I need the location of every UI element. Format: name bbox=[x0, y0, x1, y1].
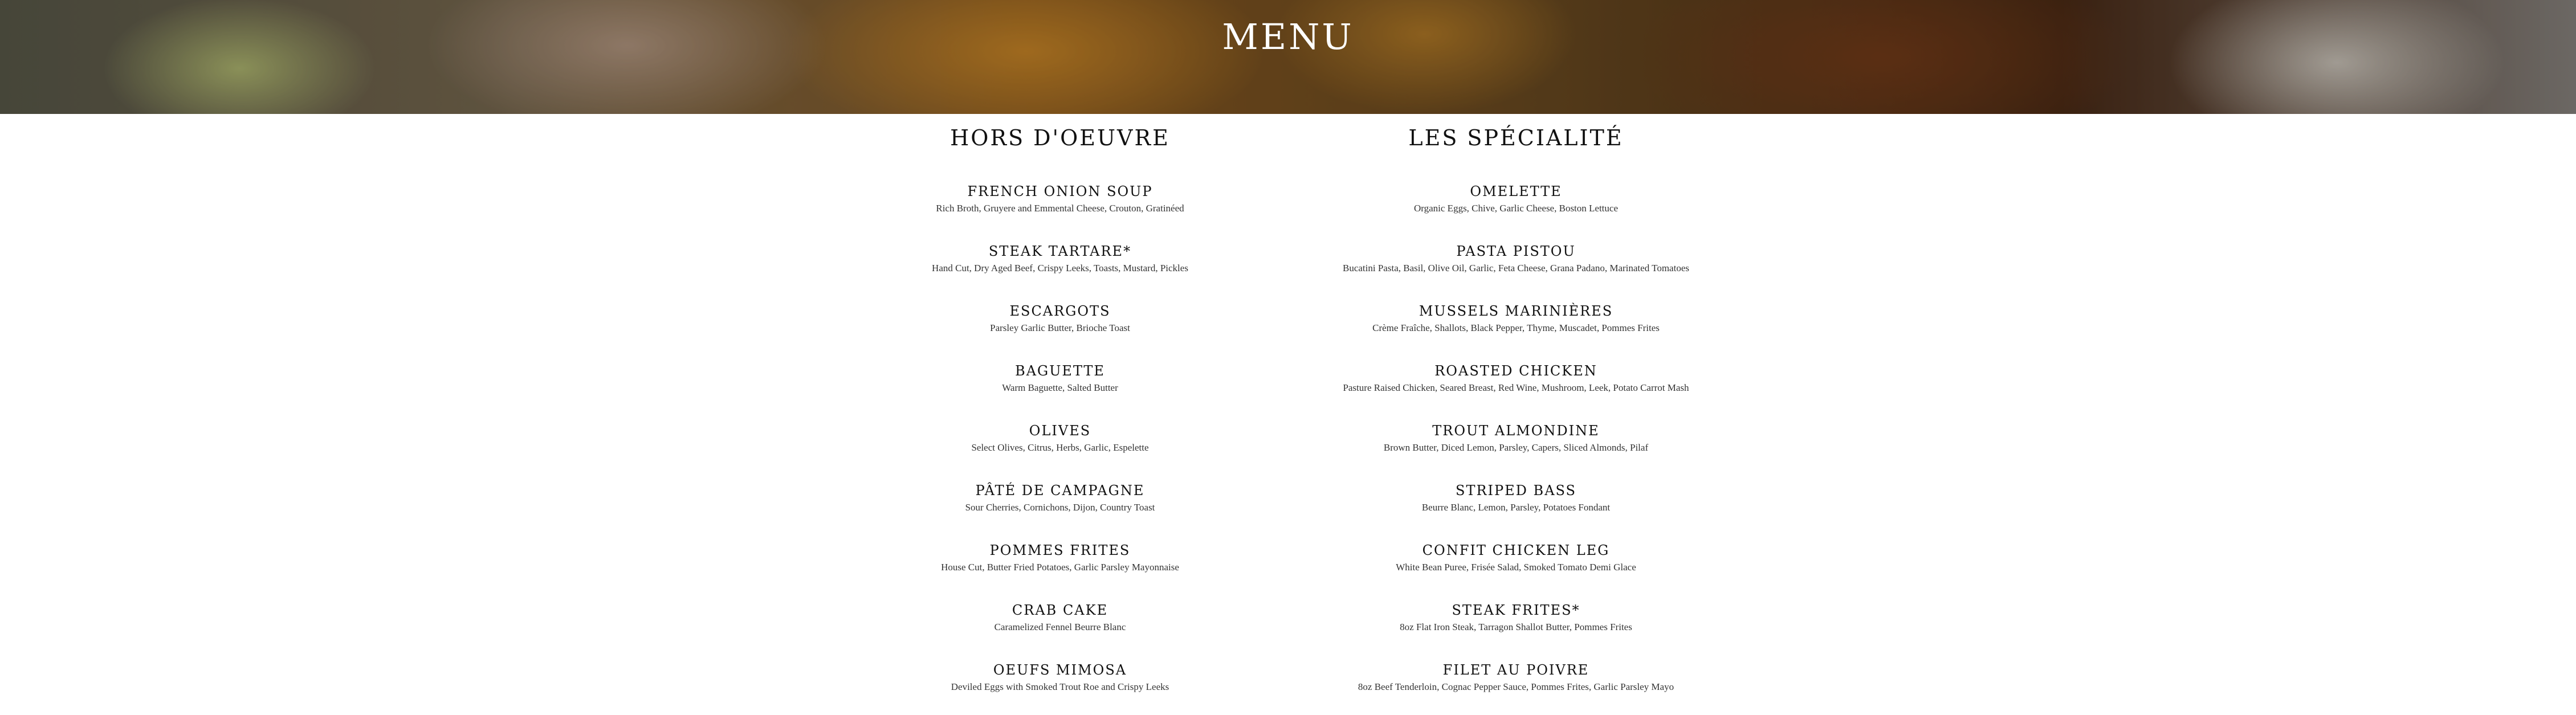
menu-item-name: STEAK FRITES* bbox=[1452, 602, 1580, 618]
menu-item-name: PASTA PISTOU bbox=[1456, 243, 1576, 259]
menu-item-name: BAGUETTE bbox=[1015, 363, 1105, 379]
menu-item-description: Pasture Raised Chicken, Seared Breast, Red Wine, Mushroom, Leek, Potato Carrot Mash bbox=[1343, 382, 1689, 393]
menu-item bbox=[832, 595, 1288, 655]
menu-item-name: OEUFS MIMOSA bbox=[993, 662, 1127, 678]
hero-banner bbox=[0, 0, 2576, 114]
menu-item-description: White Bean Puree, Frisée Salad, Smoked Tomato Demi Glace bbox=[1396, 562, 1636, 573]
menu-item-description: Beurre Blanc, Lemon, Parsley, Potatoes Fondant bbox=[1421, 502, 1611, 513]
menu-item bbox=[832, 476, 1288, 536]
menu-item-description: 8oz Beef Tenderloin, Cognac Pepper Sauce, Pommes Frites, Garlic Parsley Mayo bbox=[1358, 681, 1674, 692]
menu-columns bbox=[0, 114, 2576, 693]
menu-item bbox=[1288, 416, 1744, 476]
menu-item-description: Select Olives, Citrus, Herbs, Garlic, Espelette bbox=[971, 442, 1149, 453]
menu-item bbox=[832, 356, 1288, 416]
menu-item bbox=[832, 236, 1288, 296]
menu-item-description: House Cut, Butter Fried Potatoes, Garlic Parsley Mayonnaise bbox=[941, 562, 1179, 573]
menu-item-name: CRAB CAKE bbox=[1012, 602, 1108, 618]
menu-section-les-specialite bbox=[1288, 114, 1744, 715]
menu-item-name: MUSSELS MARINIÈRES bbox=[1419, 303, 1613, 319]
page-title: MENU bbox=[1222, 16, 1354, 58]
menu-section-hors-doeuvre bbox=[832, 114, 1288, 715]
menu-item-name: STRIPED BASS bbox=[1456, 483, 1576, 499]
menu-item-name: STEAK TARTARE* bbox=[988, 243, 1132, 259]
menu-item bbox=[832, 655, 1288, 715]
menu-item bbox=[1288, 476, 1744, 536]
menu-item-description: Sour Cherries, Cornichons, Dijon, Country Toast bbox=[965, 502, 1155, 513]
menu-item bbox=[1288, 595, 1744, 655]
menu-item-description: Deviled Eggs with Smoked Trout Roe and Crispy Leeks bbox=[951, 681, 1169, 692]
menu-item-description: Warm Baguette, Salted Butter bbox=[1002, 382, 1118, 393]
menu-item bbox=[1288, 655, 1744, 715]
menu-item-name: TROUT ALMONDINE bbox=[1432, 423, 1600, 439]
menu-item-description: Brown Butter, Diced Lemon, Parsley, Capers, Sliced Almonds, Pilaf bbox=[1383, 442, 1649, 453]
section-heading: HORS D'OEUVRE bbox=[950, 125, 1170, 150]
menu-item-description: Caramelized Fennel Beurre Blanc bbox=[994, 622, 1126, 632]
menu-item bbox=[1288, 177, 1744, 236]
menu-item bbox=[1288, 296, 1744, 356]
menu-item bbox=[832, 416, 1288, 476]
menu-item-description: Crème Fraîche, Shallots, Black Pepper, Thyme, Muscadet, Pommes Frites bbox=[1372, 322, 1660, 333]
menu-item-name: POMMES FRITES bbox=[989, 542, 1131, 558]
menu-item bbox=[1288, 536, 1744, 595]
menu-item-name: ESCARGOTS bbox=[1009, 303, 1111, 319]
menu-item-name: OLIVES bbox=[1029, 423, 1091, 439]
menu-item-description: Rich Broth, Gruyere and Emmental Cheese, Crouton, Gratinéed bbox=[936, 203, 1184, 214]
menu-item bbox=[832, 296, 1288, 356]
menu-item-description: Organic Eggs, Chive, Garlic Cheese, Boston Lettuce bbox=[1413, 203, 1618, 214]
menu-item-name: FRENCH ONION SOUP bbox=[967, 183, 1153, 199]
section-heading: LES SPÉCIALITÉ bbox=[1408, 125, 1624, 150]
menu-item bbox=[1288, 356, 1744, 416]
menu-item-description: 8oz Flat Iron Steak, Tarragon Shallot Butter, Pommes Frites bbox=[1400, 622, 1632, 632]
menu-item-name: ROASTED CHICKEN bbox=[1434, 363, 1597, 379]
menu-item-name: CONFIT CHICKEN LEG bbox=[1422, 542, 1610, 558]
menu-item-name: PÂTÉ DE CAMPAGNE bbox=[975, 483, 1145, 499]
menu-item bbox=[1288, 236, 1744, 296]
menu-item-description: Parsley Garlic Butter, Brioche Toast bbox=[990, 322, 1130, 333]
menu-item-name: FILET AU POIVRE bbox=[1442, 662, 1589, 678]
menu-item-name: OMELETTE bbox=[1470, 183, 1562, 199]
menu-item bbox=[832, 536, 1288, 595]
menu-item-description: Bucatini Pasta, Basil, Olive Oil, Garlic, Feta Cheese, Grana Padano, Marinated Tomatoes bbox=[1343, 263, 1689, 273]
menu-item-description: Hand Cut, Dry Aged Beef, Crispy Leeks, Toasts, Mustard, Pickles bbox=[932, 263, 1188, 273]
menu-item bbox=[832, 177, 1288, 236]
